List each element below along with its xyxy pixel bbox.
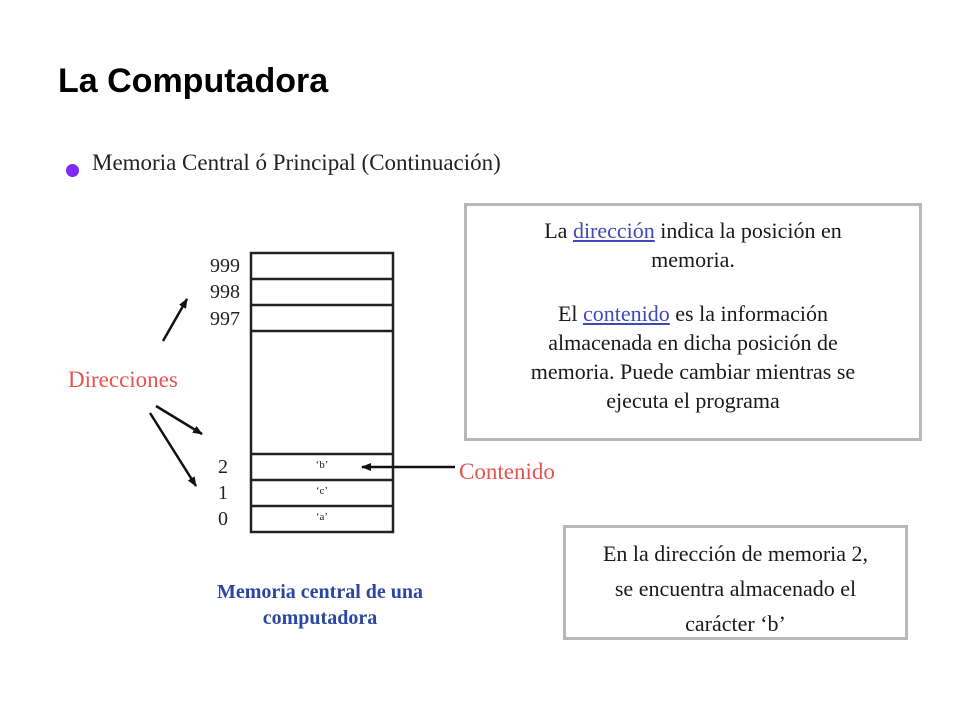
text-fragment: es la información [669,301,829,326]
text-line: memoria. Puede cambiar mientras se [530,359,856,384]
slide-title: La Computadora [58,62,329,100]
cell-content-0: ‘a’ [315,511,329,523]
contenido-label: Contenido [459,459,555,484]
caption-line-1: Memoria central de una [216,581,424,603]
cell-content-2: ‘b’ [315,459,329,471]
text-line: memoria. [651,247,735,272]
caption-line-2: computadora [262,607,378,629]
example-line-2: se encuentra almacenado el [614,576,857,601]
example-line-1: En la dirección de memoria 2, [602,541,869,566]
arrow-to-lower-address [156,406,202,434]
address-999: 999 [210,255,240,277]
address-997: 997 [210,308,240,330]
direcciones-label: Direcciones [68,367,178,392]
address-0: 0 [218,508,228,530]
text-fragment: indica la posición en [654,218,842,243]
example-box [563,525,908,640]
text-line: almacenada en dicha posición de [548,330,838,355]
arrow-to-upper-addresses [163,299,187,341]
direccion-paragraph [467,216,919,274]
text-fragment: La [544,218,573,243]
address-1: 1 [218,482,228,504]
diagram-caption [190,579,450,631]
contenido-link[interactable]: contenido [583,301,670,326]
text-fragment: El [557,301,584,326]
explanation-box [464,203,922,441]
bullet-heading: Memoria Central ó Principal (Continuación) [92,150,501,175]
address-2: 2 [218,456,228,478]
text-line: ejecuta el programa [606,388,780,413]
address-998: 998 [210,281,240,303]
direccion-link[interactable]: dirección [572,218,655,243]
cell-content-1: ‘c’ [315,485,329,497]
contenido-paragraph [467,299,919,415]
example-line-3: carácter ‘b’ [685,611,786,636]
